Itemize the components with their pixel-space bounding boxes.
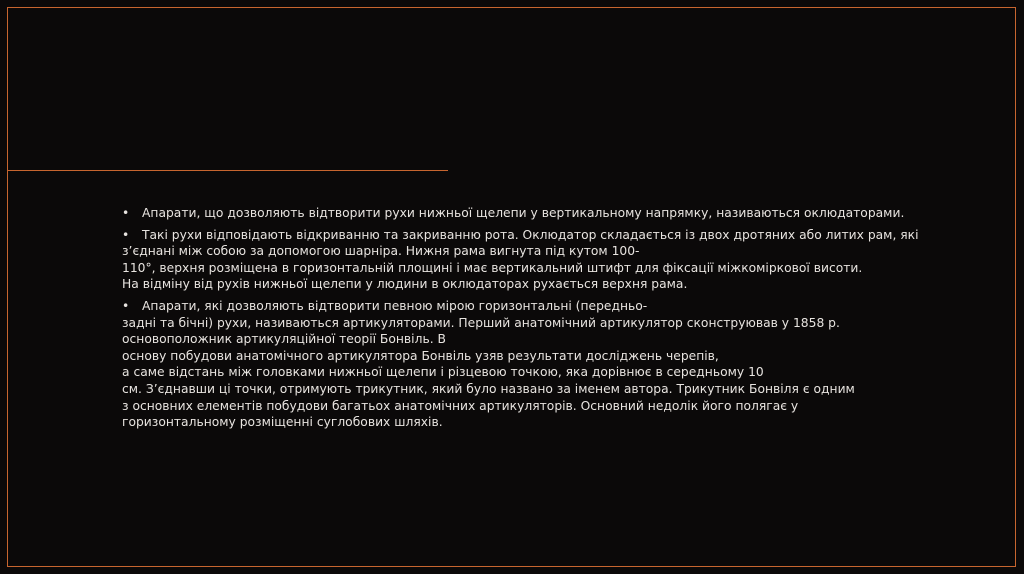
- bullet-paragraph-occluders-definition: [122, 205, 922, 222]
- text-line: з’єднані між собою за допомогою шарніра. Нижня рама вигнута під кутом 100-: [122, 244, 640, 259]
- text-line: горизонтальному розміщенні суглобових шляхів.: [122, 415, 443, 430]
- bullet-paragraph-articulators: [122, 298, 922, 431]
- text-line: На відміну від рухів нижньої щелепи у людини в оклюдаторах рухається верхня рама.: [122, 277, 688, 292]
- text-line: см. З’єднавши ці точки, отримують трикутник, який було названо за іменем автора. Трикутник Бонвіля є одним: [122, 381, 855, 396]
- text-line: 110°, верхня розміщена в горизонтальній площині і має вертикальний штифт для фіксації міжкоміркової висоти.: [122, 260, 863, 275]
- bullet-paragraph-occluder-description: [122, 227, 922, 293]
- text-line: • Такі рухи відповідають відкриванню та закриванню рота. Оклюдатор складається із двох дротяних або литих рам, які: [122, 227, 919, 242]
- text-line: • Апарати, які дозволяють відтворити певною мірою горизонтальні (передньо-: [122, 298, 648, 313]
- text-line: з основних елементів побудови багатьох анатомічних артикуляторів. Основний недолік його полягає у: [122, 398, 799, 413]
- text-line: основу побудови анатомічного артикулятора Бонвіль узяв результати досліджень черепів,: [122, 348, 719, 363]
- bullet-marker: •: [122, 227, 130, 242]
- text-line: а саме відстань між головками нижньої щелепи і різцевою точкою, яка дорівнює в середньому 10: [122, 365, 764, 380]
- text-line: • Апарати, що дозволяють відтворити рухи нижньої щелепи у вертикальному напрямку, називаються оклюдаторами.: [122, 206, 905, 220]
- text-line: основоположник артикуляційної теорії Бонвіль. В: [122, 332, 446, 347]
- text-line: задні та бічні) рухи, називаються артикуляторами. Перший анатомічний артикулятор сконструював у 1858 р.: [122, 315, 840, 330]
- slide-body-text: [122, 205, 922, 436]
- bullet-marker: •: [122, 206, 130, 220]
- bullet-marker: •: [122, 298, 130, 313]
- accent-divider-line: [7, 170, 448, 171]
